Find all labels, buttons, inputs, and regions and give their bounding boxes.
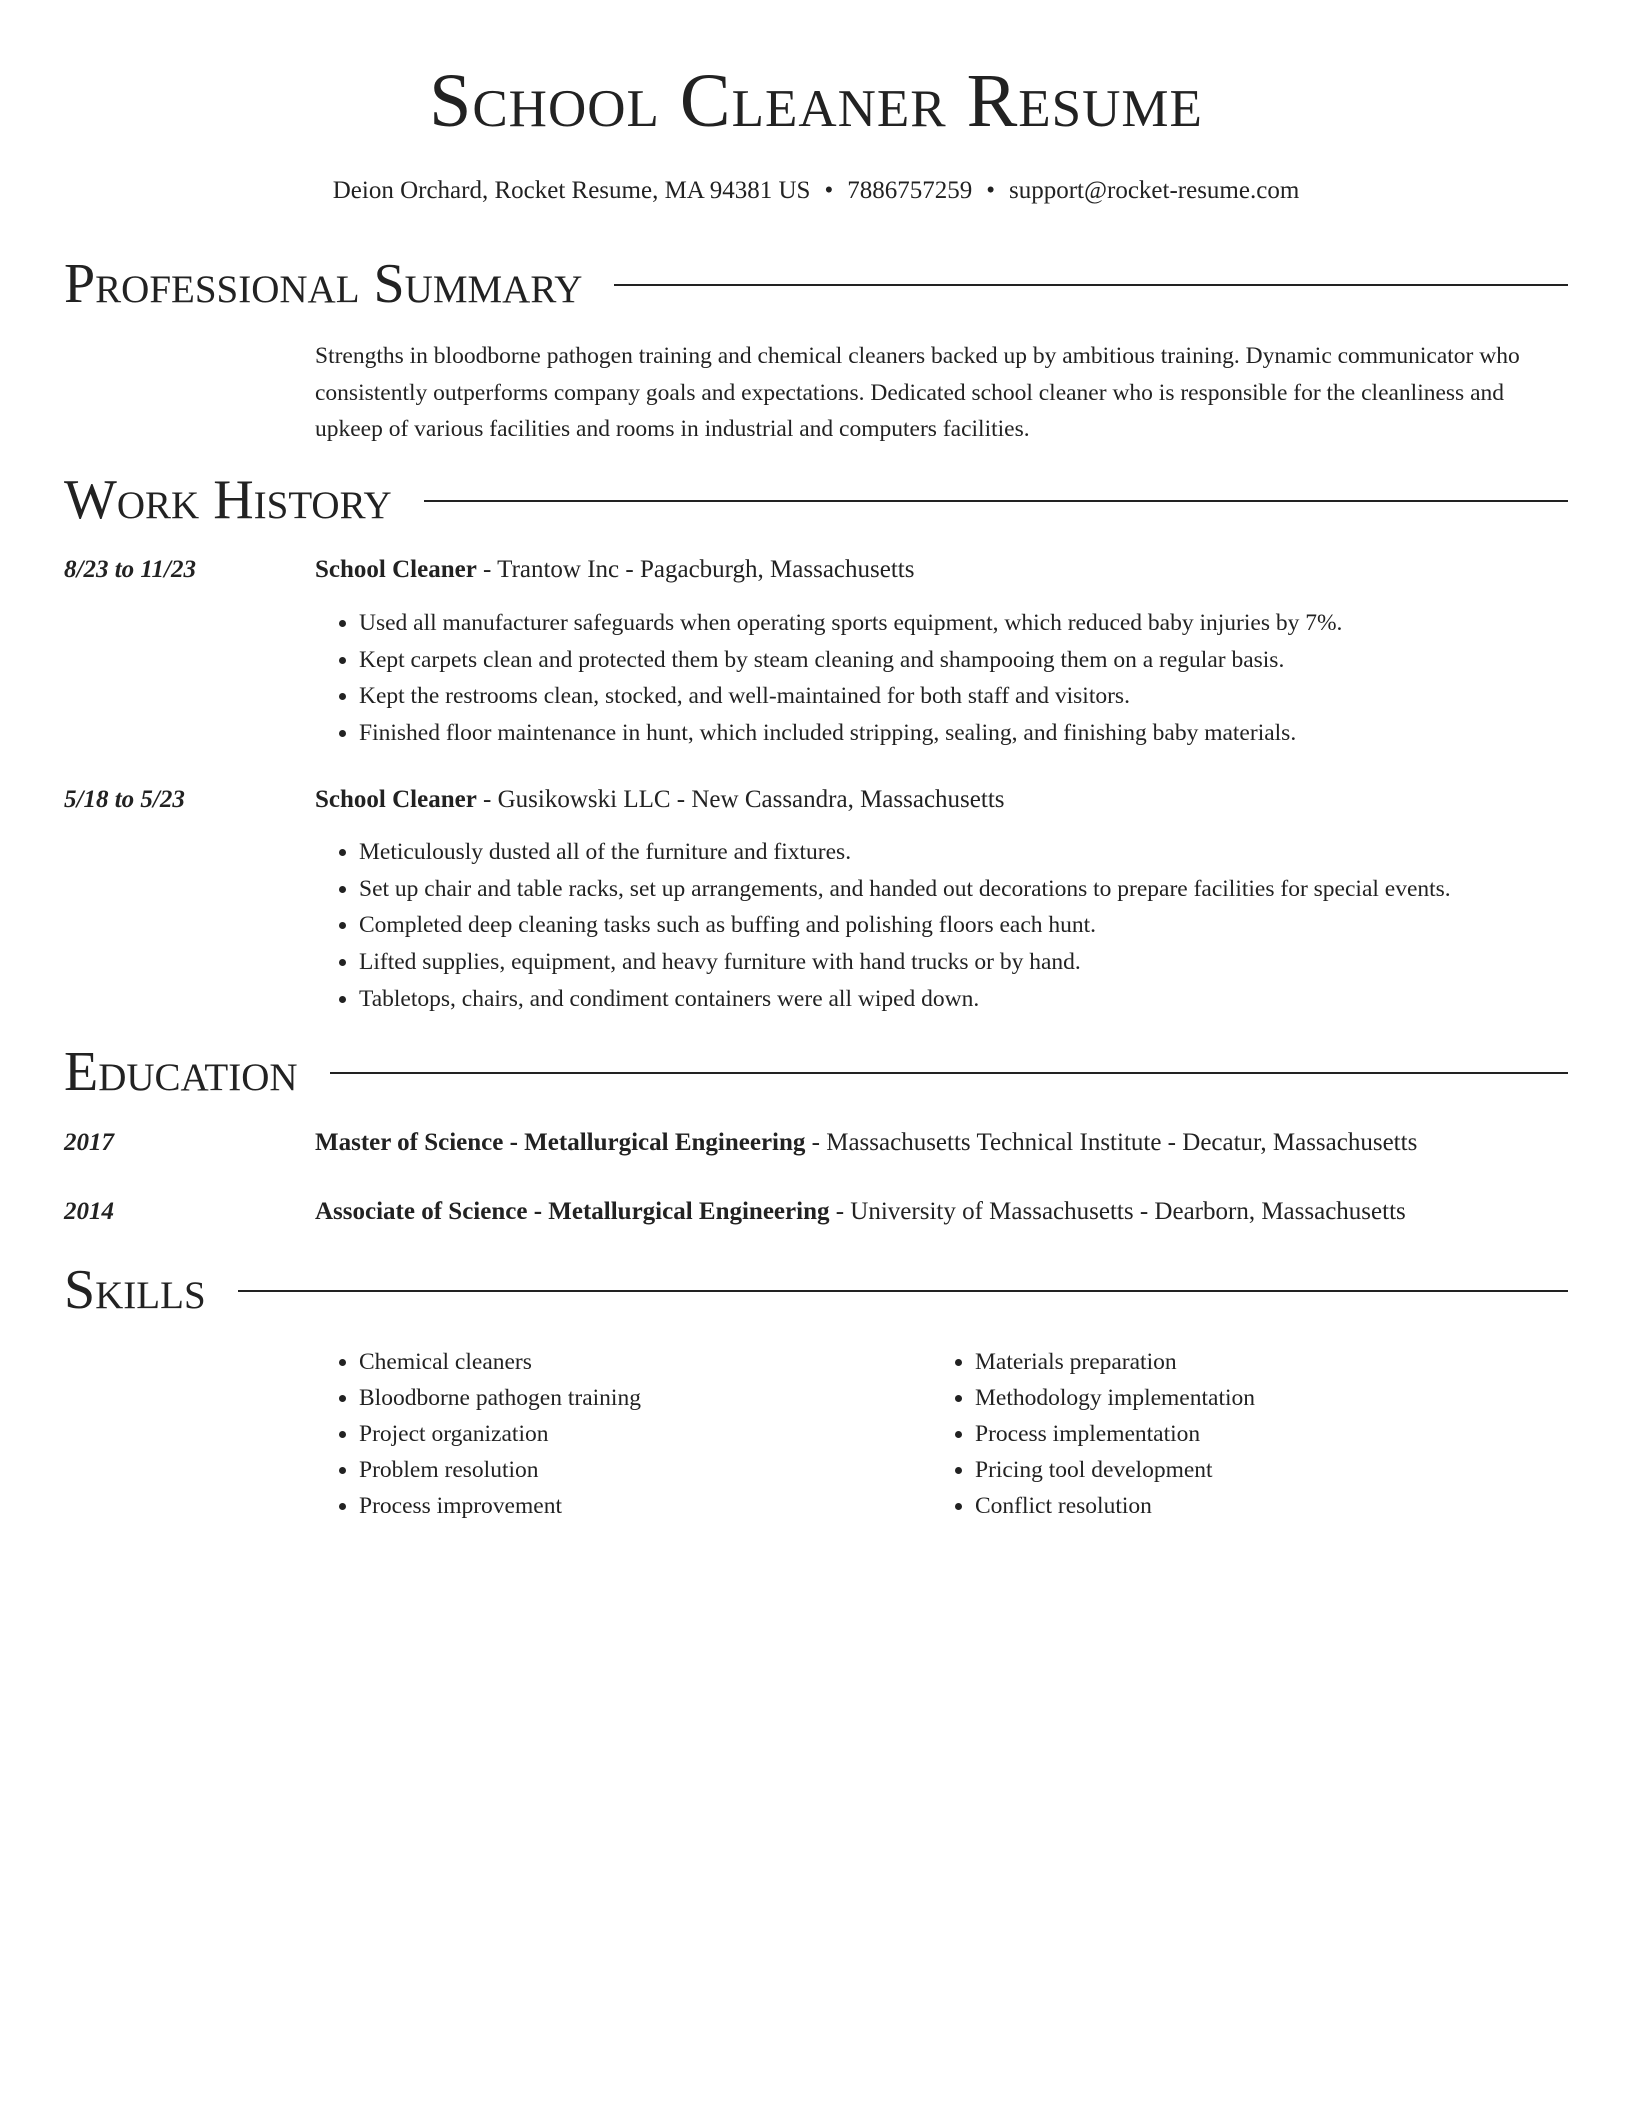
education-title-line (315, 1127, 1568, 1159)
contact-line (64, 175, 1568, 207)
section-divider (614, 284, 1568, 286)
job-role: School Cleaner (315, 556, 477, 583)
skill-item: • Pricing tool development (975, 1452, 1545, 1488)
skill-item: • Process implementation (975, 1416, 1545, 1452)
list-item: • Completed deep cleaning tasks such as buffing and polishing floors each hunt. (359, 907, 1612, 944)
section-header-skills (64, 1258, 1568, 1322)
section-header-work (64, 468, 1568, 532)
list-item: • Kept the restrooms clean, stocked, and well-maintained for both staff and visitors. (359, 678, 1612, 715)
job-bullets (315, 834, 1612, 1018)
section-title-skills: Skills (64, 1259, 206, 1321)
list-item: • Tabletops, chairs, and condiment containers were all wiped down. (359, 981, 1612, 1018)
job-title-line (315, 784, 1568, 816)
education-degree: Associate of Science - Metallurgical Engineering (315, 1198, 830, 1225)
education-year: 2014 (64, 1198, 114, 1225)
section-divider (424, 500, 1568, 502)
summary-text: Strengths in bloodborne pathogen training and chemical cleaners backed up by ambitious training. Dynamic communicator who consistently outperforms company goals and expectations. Dedicated school cleaner who is responsible for the cleanliness and upkeep of various facilities and rooms in industrial and computers facilities. (315, 343, 1520, 442)
education-year: 2017 (64, 1129, 114, 1156)
job-title-line (315, 554, 1568, 586)
job-bullets (315, 605, 1612, 752)
skill-item: • Chemical cleaners (359, 1344, 929, 1380)
page-title: School Cleaner Resume (429, 59, 1203, 143)
section-title-education: Education (64, 1041, 298, 1103)
list-item: • Lifted supplies, equipment, and heavy furniture with hand trucks or by hand. (359, 944, 1612, 981)
job-details: - Trantow Inc - Pagacburgh, Massachusetts (476, 556, 915, 583)
skill-item: • Conflict resolution (975, 1488, 1545, 1524)
list-item: • Kept carpets clean and protected them by steam cleaning and shampooing them on a regular basis. (359, 642, 1612, 679)
skill-item: • Project organization (359, 1416, 929, 1452)
section-header-education (64, 1040, 1568, 1104)
skill-item: • Process improvement (359, 1488, 929, 1524)
section-title-work: Work History (64, 469, 392, 531)
list-item: • Finished floor maintenance in hunt, which included stripping, sealing, and finishing baby materials. (359, 715, 1612, 752)
contact-separator: • (986, 177, 995, 204)
job-dates: 5/18 to 5/23 (64, 786, 185, 813)
contact-separator: • (824, 177, 834, 204)
section-divider (238, 1290, 1568, 1292)
contact-email[interactable]: support@rocket-resume.com (1008, 177, 1300, 204)
job-dates: 8/23 to 11/23 (64, 556, 196, 583)
education-title-line (315, 1196, 1568, 1228)
job-role: School Cleaner (315, 786, 477, 813)
education-degree: Master of Science - Metallurgical Engineering (315, 1129, 806, 1156)
list-item: • Meticulously dusted all of the furniture and fixtures. (359, 834, 1612, 871)
skills-list-left (315, 1344, 929, 1524)
skill-item: • Methodology implementation (975, 1380, 1545, 1416)
contact-phone: 7886757259 (847, 177, 973, 204)
skills-list-right (931, 1344, 1545, 1524)
list-item: • Set up chair and table racks, set up arrangements, and handed out decorations to prepare facilities for special events. (359, 871, 1612, 908)
education-details: - University of Massachusetts - Dearborn, Massachusetts (829, 1198, 1406, 1225)
contact-address: Deion Orchard, Rocket Resume, MA 94381 US (332, 177, 811, 204)
list-item: • Used all manufacturer safeguards when operating sports equipment, which reduced baby injuries by 7%. (359, 605, 1612, 642)
job-details: - Gusikowski LLC - New Cassandra, Massachusetts (476, 786, 1005, 813)
skill-item: • Materials preparation (975, 1344, 1545, 1380)
section-divider (330, 1072, 1568, 1074)
section-header-summary (64, 252, 1568, 316)
skill-item: • Bloodborne pathogen training (359, 1380, 929, 1416)
section-title-summary: Professional Summary (64, 253, 583, 315)
education-details: - Massachusetts Technical Institute - Decatur, Massachusetts (805, 1129, 1418, 1156)
skill-item: • Problem resolution (359, 1452, 929, 1488)
